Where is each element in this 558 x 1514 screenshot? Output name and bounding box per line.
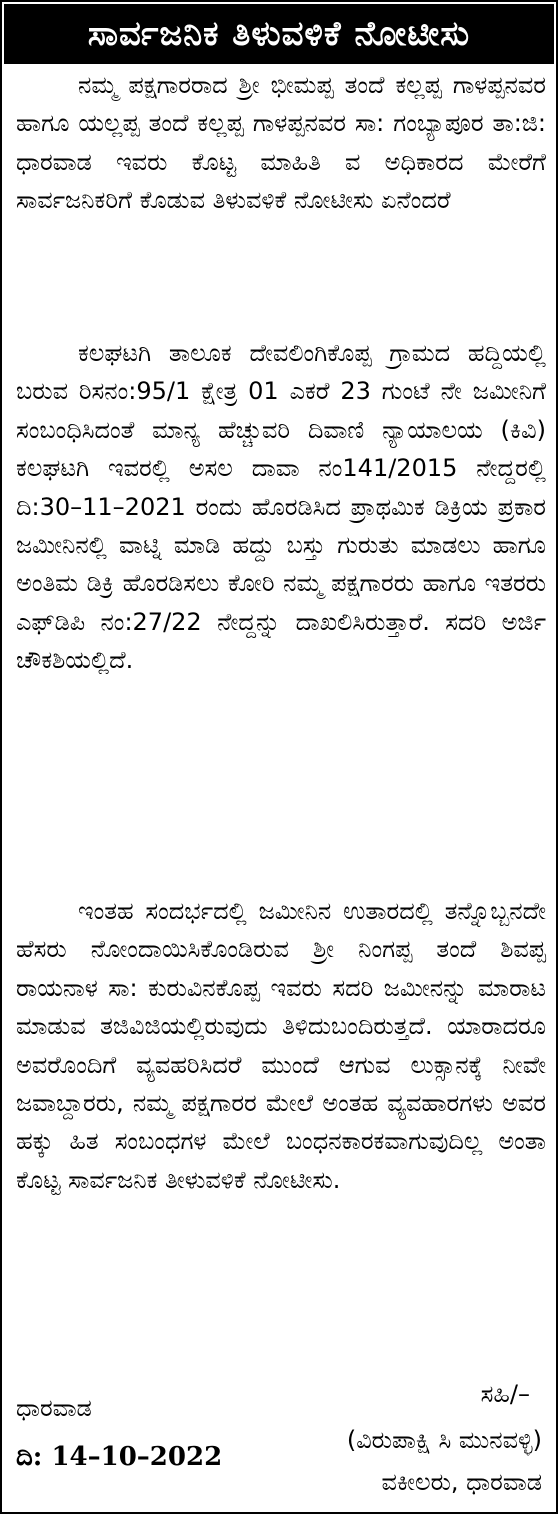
notice-title: ಸಾರ್ವಜನಿಕ ತಿಳುವಳಿಕೆ ನೋಟೀಸು [4, 4, 554, 64]
notice-place: ಧಾರವಾಡ [16, 1394, 92, 1422]
signatory-name: (ವಿರುಪಾಕ್ಷಿ ಸಿ ಮುನವಳ್ಳಿ) [346, 1426, 542, 1454]
signatory-role: ವಕೀಲರು, ಧಾರವಾಡ [381, 1468, 542, 1496]
notice-paragraph-2: ಕಲಘಟಗಿ ತಾಲೂಕ ದೇವಲಿಂಗಿಕೊಪ್ಪ ಗ್ರಾಮದ ಹದ್ದಿಯಲ್ಲಿ ಬರುವ ರಿಸನಂ:95/1 ಕ್ಷೇತ್ರ 01 ಎಕರೆ 23 ಗುಂಟೆ ನೇ ಜಮೀನಿಗೆ ಸಂಬಂಧಿಸಿದಂತೆ ಮಾನ್ಯ ಹೆಚ್ಚುವರಿ ದಿವಾಣಿ ನ್ಯಾಯಾಲಯ (ಕಿವಿ) ಕಲಘಟಗಿ ಇವರಲ್ಲಿ ಅಸಲ ದಾವಾ ನಂ141/2015 ನೇದ್ದರಲ್ಲಿ ದಿ:30–11–2021 ರಂದು ಹೊರಡಿಸಿದ ಪ್ರಾಥಮಿಕ ಡಿಕ್ರಿಯ ಪ್ರಕಾರ ಜಮೀನಿನಲ್ಲಿ ವಾಟ್ನಿ ಮಾಡಿ ಹದ್ದು ಬಸ್ತು ಗುರುತು ಮಾಡಲು ಹಾಗೂ ಅಂತಿಮ ಡಿಕ್ರಿ ಹೊರಡಿಸಲು ಕೋರಿ ನಮ್ಮ ಪಕ್ಷಗಾರರು ಹಾಗೂ ಇತರರು ಎಫ್‌ಡಿಪಿ ನಂ:27/22 ನೇದ್ದನ್ನು ದಾಖಲಿಸಿರುತ್ತಾರೆ. ಸದರಿ ಅರ್ಜಿ ಚೌಕಶಿಯಲ್ಲಿದೆ. [16, 339, 546, 675]
notice-paragraph-1: ನಮ್ಮ ಪಕ್ಷಗಾರರಾದ ಶ್ರೀ ಭೀಮಪ್ಪ ತಂದೆ ಕಲ್ಲಪ್ಪ ಗಾಳಪ್ಪನವರ ಹಾಗೂ ಯಲ್ಲಪ್ಪ ತಂದೆ ಕಲ್ಲಪ್ಪ ಗಾಳಪ್ಪನವರ ಸಾ: ಗಂಬ್ಯಾಪೂರ ತಾ:ಜಿ: ಧಾರವಾಡ ಇವರು ಕೊಟ್ಟ ಮಾಹಿತಿ ವ ಅಧಿಕಾರದ ಮೇರೆಗೆ ಸಾರ್ವಜನಿಕರಿಗೆ ಕೊಡುವ ತಿಳುವಳಿಕೆ ನೋಟೀಸು ಏನೆಂದರೆ [16, 71, 546, 215]
notice-paragraph-3: ಇಂತಹ ಸಂದರ್ಭದಲ್ಲಿ ಜಮೀನಿನ ಉತಾರದಲ್ಲಿ ತನ್ನೊಬ್ಬನದೇ ಹೆಸರು ನೋಂದಾಯಿಸಿಕೊಂಡಿರುವ ಶ್ರೀ ನಿಂಗಪ್ಪ ತಂದೆ ಶಿವಪ್ಪ ರಾಯನಾಳ ಸಾ: ಕುರುವಿನಕೊಪ್ಪ ಇವರು ಸದರಿ ಜಮೀನನ್ನು ಮಾರಾಟ ಮಾಡುವ ತಜಿವಿಜಿಯಲ್ಲಿರುವುದು ತಿಳಿದುಬಂದಿರುತ್ತದೆ. ಯಾರಾದರೂ ಅವರೊಂದಿಗೆ ವ್ಯವಹರಿಸಿದರೆ ಮುಂದೆ ಆಗುವ ಲುಕ್ಸಾನಕ್ಕೆ ನೀವೇ ಜವಾಬ್ದಾರರು, ನಮ್ಮ ಪಕ್ಷಗಾರರ ಮೇಲೆ ಅಂತಹ ವ್ಯವಹಾರಗಳು ಅವರ ಹಕ್ಕು ಹಿತ ಸಂಬಂಧಗಳ ಮೇಲೆ ಬಂಧನಕಾರಕವಾಗುವುದಿಲ್ಲ ಅಂತಾ ಕೊಟ್ಟ ಸಾರ್ವಜನಿಕ ತೀಳುವಳಿಕೆ ನೋಟೀಸು. [16, 897, 546, 1194]
notice-date: ದಿ: 14–10–2022 [16, 1442, 223, 1472]
signature-mark: ಸಹಿ/– [480, 1380, 530, 1408]
